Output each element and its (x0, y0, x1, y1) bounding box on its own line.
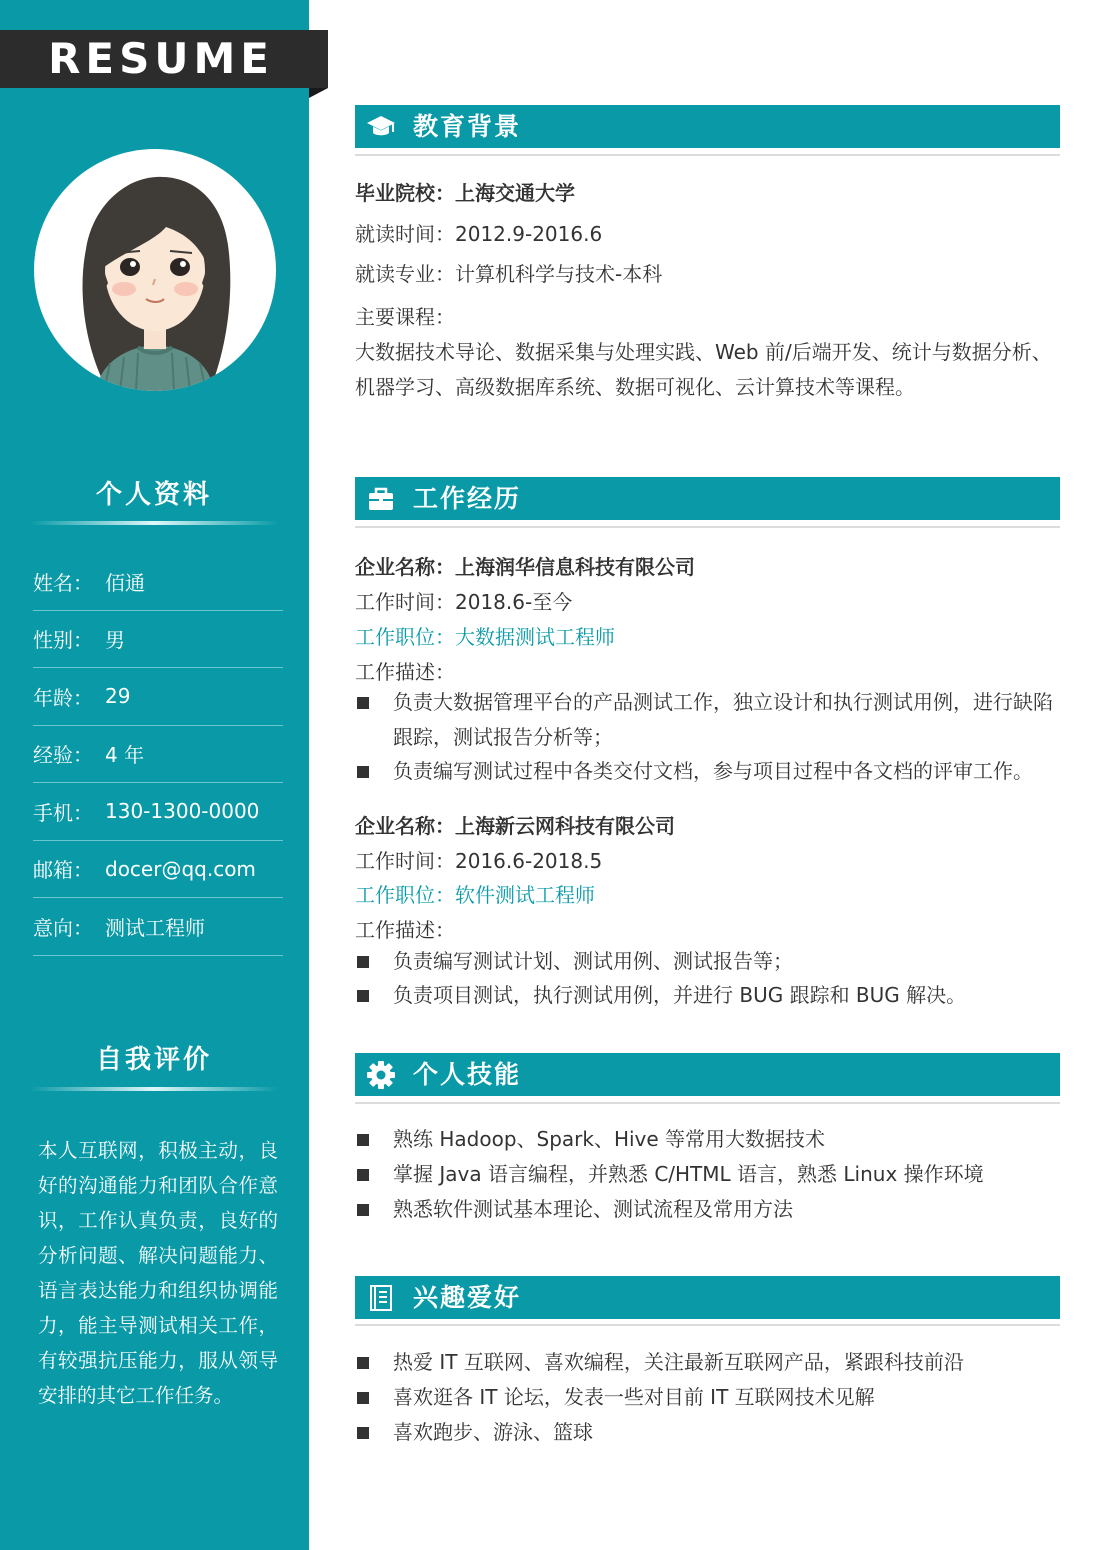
education-courses-label: 主要课程： (355, 305, 455, 329)
job-duty: 负责大数据管理平台的产品测试工作，独立设计和执行测试用例，进行缺陷跟踪，测试报告分析等； (393, 690, 1053, 749)
profile-label: 意向： (33, 915, 93, 940)
work-divider (355, 526, 1060, 528)
education-section-header (355, 105, 1060, 148)
education-school: 毕业院校：上海交通大学 (355, 181, 575, 205)
profile-row-name (33, 553, 283, 611)
hobbies-section-header (355, 1276, 1060, 1319)
education-title: 教育背景 (413, 112, 522, 141)
job-duty: 负责编写测试计划、测试用例、测试报告等； (393, 949, 793, 973)
briefcase-icon (365, 483, 397, 515)
bullet-marker (357, 1357, 369, 1369)
profile-label: 经验： (33, 743, 93, 768)
profile-label: 年龄： (33, 685, 93, 710)
banner-fold (309, 88, 328, 98)
profile-value: 男 (105, 628, 125, 653)
profile-value: docer@qq.com (105, 856, 256, 881)
resume-title: RESUME (48, 34, 274, 83)
job-position: 工作职位：大数据测试工程师 (355, 625, 615, 649)
hobby-item: 喜欢跑步、游泳、篮球 (393, 1420, 593, 1444)
skill-item: 熟练 Hadoop、Spark、Hive 等常用大数据技术 (393, 1127, 826, 1151)
profile-row-email (33, 841, 283, 899)
job-duty: 负责项目测试，执行测试用例，并进行 BUG 跟踪和 BUG 解决。 (393, 983, 967, 1007)
bullet-marker (357, 1427, 369, 1439)
job-desc-label: 工作描述： (355, 918, 455, 942)
skills-divider (355, 1102, 1060, 1104)
job-company: 企业名称：上海新云网科技有限公司 (355, 814, 675, 838)
work-section-header (355, 477, 1060, 520)
profile-row-intention (33, 898, 283, 956)
graduation-cap-icon (365, 111, 397, 143)
profile-heading-rule (30, 521, 278, 525)
hobby-item: 热爱 IT 互联网、喜欢编程，关注最新互联网产品，紧跟科技前沿 (393, 1350, 964, 1374)
self-eval-heading: 自我评价 (95, 1045, 212, 1075)
profile-row-age (33, 668, 283, 726)
skill-item: 掌握 Java 语言编程，并熟悉 C/HTML 语言，熟悉 Linux 操作环境 (393, 1162, 984, 1186)
bullet-marker (357, 1392, 369, 1404)
job-period: 工作时间：2018.6-至今 (355, 590, 573, 614)
avatar (34, 149, 276, 391)
education-major: 就读专业：计算机科学与技术-本科 (355, 262, 663, 286)
gear-icon (365, 1059, 397, 1091)
education-courses-line: 机器学习、高级数据库系统、数据可视化、云计算技术等课程。 (355, 375, 915, 399)
profile-row-phone (33, 783, 283, 841)
job-desc-label: 工作描述： (355, 660, 455, 684)
bullet-marker (357, 1134, 369, 1146)
profile-row-experience (33, 726, 283, 784)
profile-value: 130-1300-0000 (105, 799, 260, 824)
profile-value: 4 年 (105, 743, 145, 768)
skills-title: 个人技能 (413, 1060, 522, 1089)
bullet-marker (357, 697, 369, 709)
profile-label: 邮箱： (33, 858, 93, 883)
work-title: 工作经历 (413, 484, 522, 513)
hobbies-divider (355, 1324, 1060, 1326)
profile-label: 姓名： (33, 570, 93, 595)
bullet-marker (357, 1204, 369, 1216)
skill-item: 熟悉软件测试基本理论、测试流程及常用方法 (393, 1197, 793, 1221)
profile-label: 手机： (33, 800, 93, 825)
profile-value: 测试工程师 (105, 915, 205, 940)
self-eval-text: 本人互联网，积极主动，良好的沟通能力和团队合作意识，工作认真负责，良好的分析问题、解决问题能力、语言表达能力和组织协调能力，能主导测试相关工作，有较强抗压能力，服从领导安排的其它工作任务。 (38, 1139, 278, 1407)
self-eval-heading-rule (30, 1087, 278, 1091)
hobby-item: 喜欢逛各 IT 论坛，发表一些对目前 IT 互联网技术见解 (393, 1385, 875, 1409)
job-period: 工作时间：2016.6-2018.5 (355, 849, 603, 873)
profile-value: 佰通 (105, 570, 145, 595)
hobbies-title: 兴趣爱好 (413, 1283, 522, 1312)
profile-heading: 个人资料 (95, 480, 212, 510)
bullet-marker (357, 990, 369, 1002)
profile-row-gender (33, 611, 283, 669)
book-icon (365, 1282, 397, 1314)
education-courses-line: 大数据技术导论、数据采集与处理实践、Web 前/后端开发、统计与数据分析、 (355, 340, 1052, 364)
skills-section-header (355, 1053, 1060, 1096)
education-divider (355, 154, 1060, 156)
job-company: 企业名称：上海润华信息科技有限公司 (355, 555, 695, 579)
job-position: 工作职位：软件测试工程师 (355, 883, 595, 907)
education-period: 就读时间：2012.9-2016.6 (355, 222, 603, 246)
job-duty: 负责编写测试过程中各类交付文档，参与项目过程中各文档的评审工作。 (393, 759, 1033, 783)
profile-list (33, 553, 283, 956)
bullet-marker (357, 1169, 369, 1181)
profile-value: 29 (105, 684, 131, 709)
bullet-marker (357, 766, 369, 778)
bullet-marker (357, 956, 369, 968)
profile-label: 性别： (33, 628, 93, 653)
avatar-illustration (34, 149, 276, 391)
